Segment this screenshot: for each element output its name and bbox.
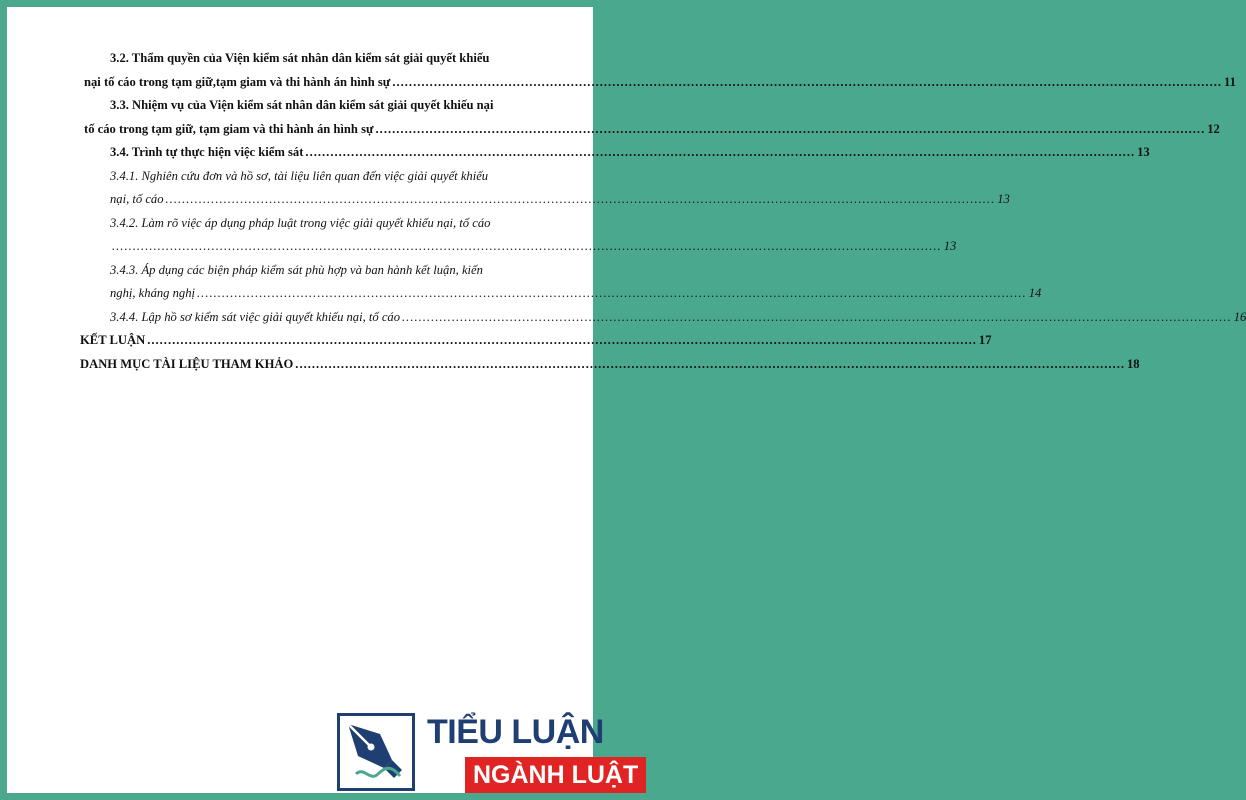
toc-entry-3-2-line-1: 3.2. Thẩm quyền của Viện kiểm sát nhân dân kiểm sát giải quyết khiếu (110, 51, 490, 65)
toc-entry-3-4-1-line-1: 3.4.1. Nghiên cứu đơn và hồ sơ, tài liệu liên quan đến việc giải quyết khiếu (110, 168, 489, 183)
toc-page-number: 13 (1137, 145, 1150, 159)
dot-leader (112, 235, 942, 259)
dot-leader (147, 329, 977, 353)
toc-page-number: 11 (1224, 74, 1236, 89)
dot-leader (197, 282, 1027, 306)
toc-entry-3-4-3-line-1: 3.4.3. Áp dụng các biện pháp kiểm sát phù hợp và ban hành kết luận, kiến (110, 262, 483, 277)
toc-entry-conclusion (80, 329, 992, 353)
pen-nib-graphic (340, 716, 412, 788)
logo-subtitle: NGÀNH LUẬT (465, 757, 646, 793)
toc-entry-3-3-line-1: 3.3. Nhiệm vụ của Viện kiểm sát nhân dân kiểm sát giải quyết khiếu nại (110, 98, 494, 112)
toc-entry-3-4 (84, 141, 1150, 165)
dot-leader (295, 353, 1125, 377)
toc-page-number: 16 (1233, 309, 1246, 324)
toc-page-number: 13 (997, 192, 1010, 206)
toc-entry-3-2-line-2 (84, 71, 1236, 95)
toc-entry-3-4-4 (84, 306, 1246, 330)
toc-entry-3-3-line-2 (84, 118, 1220, 142)
toc-entry-text: nại tố cáo trong tạm giữ,tạm giam và thi hành án hình sự (84, 74, 391, 89)
toc-entry-references (80, 353, 1140, 377)
toc-page-number: 17 (978, 333, 992, 347)
toc-entry-text: 3.4. Trình tự thực hiện việc kiểm sát (110, 145, 304, 159)
logo-title: TIỂU LUẬN (427, 713, 604, 751)
toc-entry-3-4-2-line-1: 3.4.2. Làm rõ việc áp dụng pháp luật trong việc giải quyết khiếu nại, tố cáo (110, 215, 491, 230)
toc-entry-text: tố cáo trong tạm giữ, tạm giam và thi hành án hình sự (84, 121, 374, 136)
toc-page-number: 14 (1028, 286, 1042, 300)
toc-entry-text: nghị, kháng nghị (110, 286, 196, 300)
toc-page-number: 12 (1207, 121, 1220, 136)
toc-entry-text: KẾT LUẬN (80, 333, 146, 347)
toc-entry-3-4-3-line-2 (84, 282, 1042, 306)
dot-leader (376, 118, 1206, 142)
toc-entry-3-4-2-line-2 (84, 235, 957, 259)
toc-entry-text: 3.4.4. Lập hồ sơ kiểm sát việc giải quyết khiếu nại, tố cáo (110, 309, 401, 324)
document-page (7, 7, 1246, 793)
dot-leader (402, 306, 1232, 330)
toc-entry-text: DANH MỤC TÀI LIỆU THAM KHẢO (80, 356, 294, 371)
toc-page-number: 13 (943, 239, 957, 253)
toc-page-number: 18 (1126, 356, 1140, 371)
toc-entry-text: nại, tố cáo (110, 192, 164, 206)
brand-logo (333, 711, 639, 797)
dot-leader (166, 188, 996, 212)
toc-entry-3-4-1-line-2 (84, 188, 1010, 212)
dot-leader (305, 141, 1135, 165)
pen-nib-icon (337, 713, 415, 791)
dot-leader (392, 71, 1222, 95)
table-of-contents (80, 47, 1246, 376)
